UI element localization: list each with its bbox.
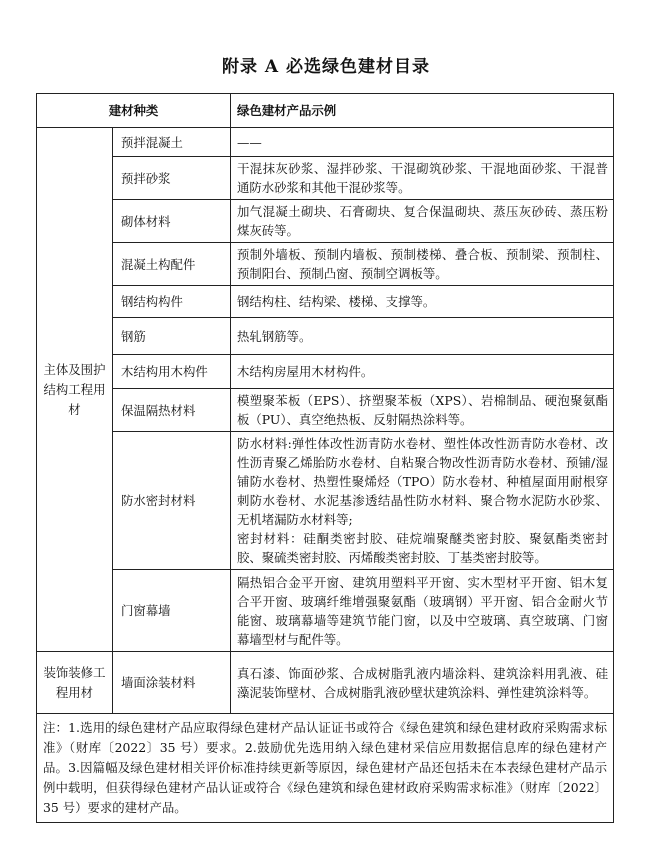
product-examples: 模塑聚苯板（EPS）、挤塑聚苯板（XPS）、岩棉制品、硬泡聚氨酯板（PU）、真空绝热板、反射隔热涂料等。 (231, 389, 614, 432)
note-row (37, 714, 614, 823)
table-row (37, 652, 614, 714)
product-examples: 干混抹灰砂浆、湿拌砂浆、干混砌筑砂浆、干混地面砂浆、干混普通防水砂浆和其他干混砂浆等。 (231, 157, 614, 200)
material-type: 预拌混凝土 (113, 128, 231, 157)
table-row (37, 128, 614, 157)
material-type: 墙面涂装材料 (113, 652, 231, 714)
material-type: 钢结构构件 (113, 286, 231, 318)
product-examples: 隔热铝合金平开窗、建筑用塑料平开窗、实木型材平开窗、铝木复合平开窗、玻璃纤维增强聚氨酯（玻璃钢）平开窗、铝合金耐火节能窗、玻璃幕墙等建筑节能门窗，以及中空玻璃、真空玻璃、门窗幕墙型材与配件等。 (231, 570, 614, 652)
product-examples: 加气混凝土砌块、石膏砌块、复合保温砌块、蒸压灰砂砖、蒸压粉煤灰砖等。 (231, 200, 614, 243)
table-row (37, 432, 614, 570)
table-row (37, 570, 614, 652)
header-product-examples: 绿色建材产品示例 (231, 94, 614, 128)
product-examples (231, 432, 614, 570)
material-type: 门窗幕墙 (113, 570, 231, 652)
sealant-materials-text: 密封材料：硅酮类密封胶、硅烷端聚醚类密封胶、聚氨酯类密封胶、聚硫类密封胶、丙烯酸类密封胶、丁基类密封胶等。 (237, 531, 608, 565)
green-materials-table (36, 93, 614, 823)
product-examples: 热轧钢筋等。 (231, 318, 614, 355)
table-row (37, 243, 614, 286)
header-material-type: 建材种类 (37, 94, 231, 128)
table-header-row (37, 94, 614, 128)
table-note: 注：1.选用的绿色建材产品应取得绿色建材产品认证证书或符合《绿色建筑和绿色建材政府采购需求标准》（财库〔2022〕35 号）要求。2.鼓励优先选用纳入绿色建材采信应用数据信息库的绿色建材产品。3.因篇幅及绿色建材相关评价标准持续更新等原因，绿色建材产品还包括未在本表绿色建材产品示例中载明，但获得绿色建材产品认证或符合《绿色建筑和绿色建材政府采购需求标准》（财库〔2022〕35 号）要求的建材产品。 (37, 714, 614, 823)
product-examples: 钢结构柱、结构梁、楼梯、支撑等。 (231, 286, 614, 318)
material-type: 钢筋 (113, 318, 231, 355)
table-row (37, 200, 614, 243)
material-type: 防水密封材料 (113, 432, 231, 570)
product-examples: —— (231, 128, 614, 157)
material-type: 砌体材料 (113, 200, 231, 243)
material-type: 木结构用木构件 (113, 355, 231, 389)
table-row (37, 318, 614, 355)
material-type: 混凝土构配件 (113, 243, 231, 286)
table-row (37, 389, 614, 432)
product-examples: 木结构房屋用木材构件。 (231, 355, 614, 389)
page-title: 附录 A 必选绿色建材目录 (221, 57, 431, 77)
group-decoration: 装饰装修工程用材 (37, 652, 113, 714)
product-examples: 预制外墙板、预制内墙板、预制楼梯、叠合板、预制梁、预制柱、预制阳台、预制凸窗、预制空调板等。 (231, 243, 614, 286)
table-row (37, 157, 614, 200)
material-type: 保温隔热材料 (113, 389, 231, 432)
product-examples: 真石漆、饰面砂浆、合成树脂乳液内墙涂料、建筑涂料用乳液、硅藻泥装饰壁材、合成树脂乳液砂壁状建筑涂料、弹性建筑涂料等。 (231, 652, 614, 714)
table-row (37, 286, 614, 318)
waterproof-materials-text: 防水材料:弹性体改性沥青防水卷材、塑性体改性沥青防水卷材、改性沥青聚乙烯胎防水卷材、自粘聚合物改性沥青防水卷材、预铺/湿铺防水卷材、热塑性聚烯烃（TPO）防水卷材、种植屋面用耐根穿刺防水卷材、水泥基渗透结晶性防水材料、聚合物水泥防水砂浆、无机堵漏防水材料等; (237, 436, 608, 527)
group-structural: 主体及围护结构工程用材 (37, 128, 113, 652)
table-row (37, 355, 614, 389)
material-type: 预拌砂浆 (113, 157, 231, 200)
